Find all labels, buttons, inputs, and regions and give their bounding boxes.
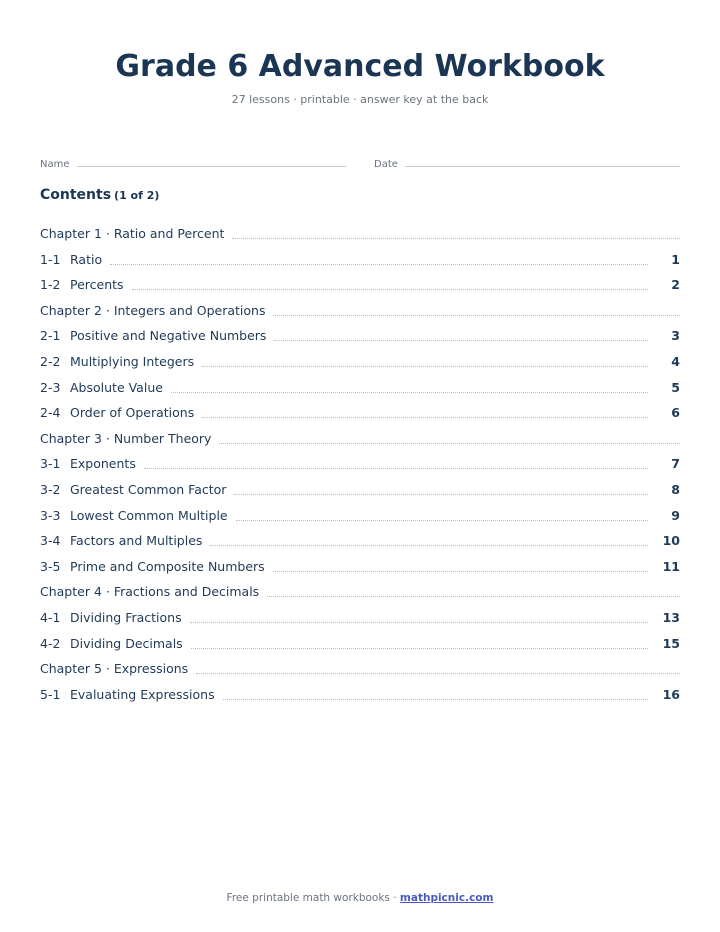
dot-leader bbox=[202, 416, 648, 418]
toc-lesson-row[interactable] bbox=[40, 396, 680, 422]
page-number: 15 bbox=[662, 635, 680, 651]
toc-lesson-row[interactable] bbox=[40, 447, 680, 473]
lesson-title: Lowest Common Multiple bbox=[70, 507, 228, 523]
dot-leader bbox=[273, 314, 680, 316]
toc-lesson-row[interactable] bbox=[40, 345, 680, 371]
page-number: 16 bbox=[662, 686, 680, 702]
page-subtitle: 27 lessons · printable · answer key at the back bbox=[231, 93, 489, 106]
lesson-number: 1-2 bbox=[40, 277, 61, 293]
lesson-title: Multiplying Integers bbox=[70, 354, 195, 369]
lesson-title: Dividing Decimals bbox=[70, 635, 183, 651]
toc-lesson-row[interactable] bbox=[40, 319, 680, 345]
lesson-number: 3-3 bbox=[40, 507, 61, 523]
lesson-title: Greatest Common Factor bbox=[70, 482, 227, 497]
lesson-title: Dividing Fractions bbox=[70, 610, 182, 625]
dot-leader bbox=[190, 621, 648, 623]
lesson-number: 2-1 bbox=[40, 328, 61, 344]
lesson-number: 3-5 bbox=[40, 558, 61, 574]
toc-lesson-row[interactable] bbox=[40, 473, 680, 499]
toc-lesson-row[interactable] bbox=[40, 601, 680, 627]
date-field[interactable] bbox=[374, 156, 680, 172]
toc-lesson-row[interactable] bbox=[40, 243, 680, 269]
dot-leader bbox=[267, 595, 680, 597]
dot-leader bbox=[196, 672, 680, 674]
lesson-number: 5-1 bbox=[40, 686, 61, 702]
lesson-title: Absolute Value bbox=[70, 379, 163, 395]
lesson-number: 3-1 bbox=[40, 456, 61, 472]
lesson-title: Percents bbox=[70, 277, 124, 293]
lesson-title: Evaluating Expressions bbox=[70, 686, 215, 702]
lesson-number: 2-4 bbox=[40, 405, 61, 421]
footer-text: Free printable math workbooks · bbox=[226, 892, 400, 904]
page-number: 6 bbox=[671, 405, 680, 421]
dot-leader bbox=[219, 442, 680, 444]
toc-lesson-row[interactable] bbox=[40, 499, 680, 525]
contents-title: Contents bbox=[40, 187, 112, 203]
lesson-title: Factors and Multiples bbox=[70, 533, 203, 549]
dot-leader bbox=[274, 339, 648, 341]
contents-part: (1 of 2) bbox=[114, 189, 160, 202]
lesson-number: 1-1 bbox=[40, 251, 61, 267]
date-label: Date bbox=[374, 159, 398, 170]
dot-leader bbox=[236, 519, 648, 521]
workbook-page bbox=[40, 0, 680, 932]
name-line bbox=[77, 166, 346, 167]
lesson-title: Ratio bbox=[70, 251, 103, 267]
footer-link[interactable]: mathpicnic.com bbox=[399, 892, 494, 904]
dot-leader bbox=[202, 365, 648, 367]
chapter-title: Chapter 2 · Integers and Operations bbox=[40, 302, 266, 318]
page-number: 3 bbox=[671, 328, 680, 344]
toc-chapter-row[interactable] bbox=[40, 575, 680, 601]
toc-chapter-row[interactable] bbox=[40, 294, 680, 320]
dot-leader bbox=[210, 544, 648, 546]
chapter-title: Chapter 3 · Number Theory bbox=[40, 430, 212, 446]
lesson-number: 4-2 bbox=[40, 635, 61, 651]
lesson-number: 4-1 bbox=[40, 610, 61, 625]
toc-lesson-row[interactable] bbox=[40, 524, 680, 550]
student-fields bbox=[40, 156, 680, 172]
contents-heading bbox=[40, 185, 159, 206]
page-title: Grade 6 Advanced Workbook bbox=[115, 49, 605, 84]
page-number: 1 bbox=[671, 251, 680, 267]
page-number: 10 bbox=[662, 533, 680, 549]
page-number: 7 bbox=[671, 456, 680, 472]
lesson-title: Prime and Composite Numbers bbox=[70, 558, 265, 574]
chapter-title: Chapter 1 · Ratio and Percent bbox=[40, 226, 225, 241]
page-number: 13 bbox=[662, 610, 680, 625]
toc-lesson-row[interactable] bbox=[40, 678, 680, 704]
toc-chapter-row[interactable] bbox=[40, 652, 680, 678]
footer bbox=[40, 890, 680, 906]
toc-lesson-row[interactable] bbox=[40, 268, 680, 294]
page-number: 11 bbox=[662, 558, 680, 574]
chapter-title: Chapter 5 · Expressions bbox=[40, 661, 189, 677]
toc-lesson-row[interactable] bbox=[40, 550, 680, 576]
toc-chapter-row[interactable] bbox=[40, 422, 680, 448]
date-line bbox=[405, 166, 680, 167]
toc-lesson-row[interactable] bbox=[40, 371, 680, 397]
dot-leader bbox=[110, 263, 648, 265]
toc-lesson-row[interactable] bbox=[40, 627, 680, 653]
dot-leader bbox=[191, 647, 648, 649]
dot-leader bbox=[234, 493, 648, 495]
dot-leader bbox=[171, 391, 648, 393]
lesson-number: 2-3 bbox=[40, 379, 61, 395]
lesson-title: Exponents bbox=[70, 456, 136, 472]
lesson-number: 2-2 bbox=[40, 354, 61, 369]
dot-leader bbox=[223, 698, 648, 700]
page-number: 8 bbox=[671, 482, 680, 497]
lesson-number: 3-2 bbox=[40, 482, 61, 497]
page-number: 9 bbox=[671, 507, 680, 523]
lesson-title: Positive and Negative Numbers bbox=[70, 328, 267, 344]
toc-chapter-row[interactable] bbox=[40, 217, 680, 243]
dot-leader bbox=[132, 288, 648, 290]
dot-leader bbox=[144, 467, 648, 469]
dot-leader bbox=[232, 237, 680, 239]
page-number: 2 bbox=[671, 277, 680, 293]
name-field[interactable] bbox=[40, 156, 346, 172]
chapter-title: Chapter 4 · Fractions and Decimals bbox=[40, 584, 260, 600]
page-number: 5 bbox=[671, 379, 680, 395]
dot-leader bbox=[273, 570, 648, 572]
page-number: 4 bbox=[671, 354, 680, 369]
lesson-number: 3-4 bbox=[40, 533, 61, 549]
lesson-title: Order of Operations bbox=[70, 405, 195, 421]
name-label: Name bbox=[40, 159, 70, 170]
